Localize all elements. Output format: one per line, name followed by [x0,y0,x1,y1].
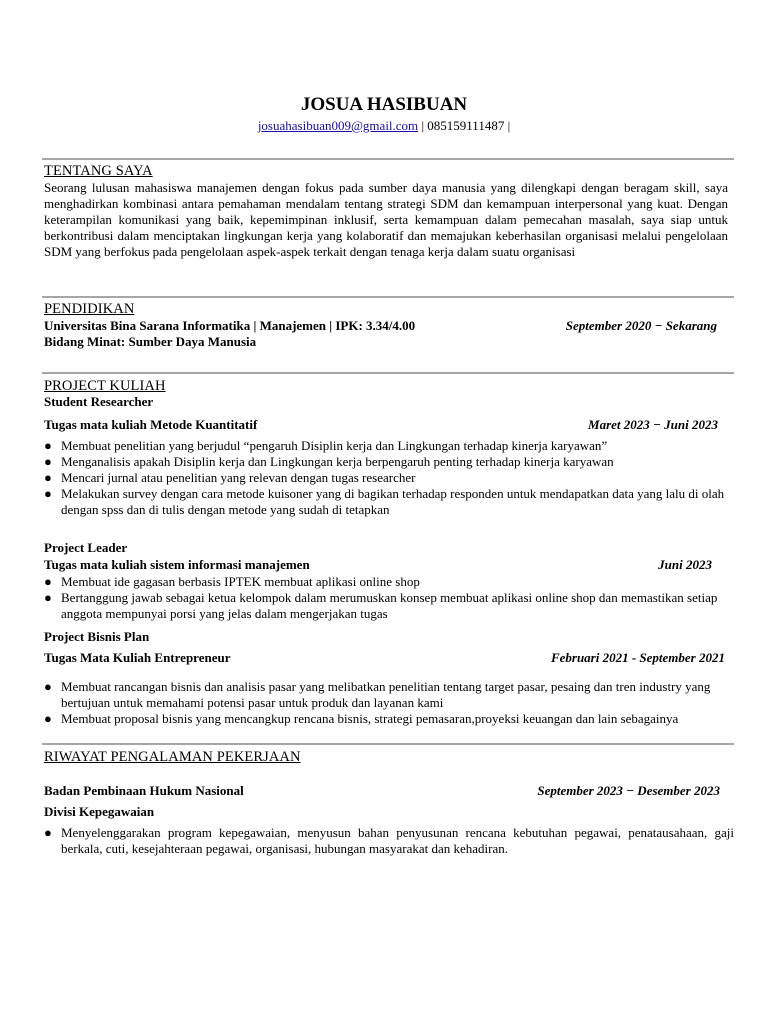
bullet-text: Bertanggung jawab sebagai ketua kelompok dalam merumuskan konsep membuat aplikasi online shop dan memastikan setiap anggota mempunyai porsi yang jelas dalam mengerjakan tugas [61,590,718,621]
project-bullet-list [44,574,728,622]
project-bullet-list [44,679,728,727]
section-divider [42,743,734,745]
project-role: Student Researcher [44,394,154,409]
phone-text: | 085159111487 | [418,118,511,133]
bullet-text: Membuat penelitian yang berjudul “pengaruh Disiplin kerja dan Lingkungan terhadap kinerja karyawan” [61,438,608,453]
section-divider [42,158,734,160]
list-item [44,438,728,454]
work-bullet-list [44,825,734,857]
bullet-icon: ● [44,825,52,840]
bullet-icon: ● [44,438,52,453]
bullet-text: Melakukan survey dengan cara metode kuisoner yang di bagikan terhadap responden untuk mendapatkan data yang lalu di olah dengan spss dan di tulis dengan metode yang sudah di tetapkan [61,486,725,517]
bullet-text: Menganalisis apakah Disiplin kerja dan Lingkungan kerja berpengaruh penting terhadap kinerja karyawan [61,454,614,469]
section-divider [42,296,734,298]
section-title-about: TENTANG SAYA [44,163,153,179]
bullet-icon: ● [44,711,52,726]
list-item [44,711,728,727]
project-course: Tugas Mata Kuliah Entrepreneur [44,650,231,665]
project-date: Februari 2021 - September 2021 [550,650,725,665]
bullet-icon: ● [44,679,52,694]
contact-line [0,118,768,134]
work-date: September 2023 − Desember 2023 [537,783,720,798]
bullet-icon: ● [44,454,52,469]
project-date: Maret 2023 − Juni 2023 [588,417,718,432]
bullet-text: Menyelenggarakan program kepegawaian, menyusun bahan penyusunan rencana kebutuhan pegawai, penatausahaan, gaji berkala, cuti, kesejahteraan pegawai, organisasi, hubungan masyarakat dan kehadiran. [61,825,734,856]
bullet-text: Membuat ide gagasan berbasis IPTEK membuat aplikasi online shop [61,574,420,589]
section-divider [42,372,734,374]
list-item [44,470,728,486]
list-item [44,486,728,518]
bullet-text: Membuat proposal bisnis yang mencangkup rencana bisnis, strategi pemasaran,proyeksi keuangan dan lain sebagainya [61,711,679,726]
project-role: Project Bisnis Plan [44,629,150,644]
project-date: Juni 2023 [658,557,712,572]
work-row [44,783,720,799]
list-item [44,825,734,857]
list-item [44,574,728,590]
section-title-projects: PROJECT KULIAH [44,378,166,394]
project-role: Project Leader [44,540,128,555]
project-bullet-list [44,438,728,518]
work-company: Badan Pembinaan Hukum Nasional [44,783,244,798]
education-minor: Bidang Minat: Sumber Daya Manusia [44,334,257,349]
section-title-education: PENDIDIKAN [44,301,135,317]
bullet-text: Mencari jurnal atau penelitian yang relevan dengan tugas researcher [61,470,416,485]
education-date: September 2020 − Sekarang [565,318,717,333]
bullet-icon: ● [44,470,52,485]
bullet-icon: ● [44,486,52,501]
about-paragraph: Seorang lulusan mahasiswa manajemen dengan fokus pada sumber daya manusia yang dilengkapi dengan beragam skill, saya menghadirkan kombinasi antara pemahaman mendalam tentang strategi SDM dan kemampuan interpersonal yang kuat. Dengan keterampilan komunikasi yang baik, kepemimpinan inklusif, serta kemampuan dalam pemecahan masalah, saya siap untuk berkontribusi dalam menciptakan lingkungan kerja yang kolaboratif dan memajukan keberhasilan organisasi melalui pengelolaan SDM yang berfokus pada pengelolaan aspek-aspek terkait dengan tenaga kerja dalam suatu organisasi [44,180,728,259]
bullet-icon: ● [44,590,52,605]
education-school: Universitas Bina Sarana Informatika | Manajemen | IPK: 3.34/4.00 [44,318,416,333]
email-link[interactable]: josuahasibuan009@gmail.com [257,118,419,133]
project-row [44,417,718,433]
list-item [44,679,728,711]
project-course: Tugas mata kuliah sistem informasi manajemen [44,557,310,572]
section-title-work: RIWAYAT PENGALAMAN PEKERJAAN [44,749,301,765]
project-course: Tugas mata kuliah Metode Kuantitatif [44,417,258,432]
bullet-text: Membuat rancangan bisnis dan analisis pasar yang melibatkan penelitian tentang target pasar, pesaing dan tren industry yang bertujuan untuk memahami potensi pasar untuk produk dan layanan kami [61,679,711,710]
work-division: Divisi Kepegawaian [44,804,155,819]
candidate-name: JOSUA HASIBUAN [300,94,468,115]
list-item [44,454,728,470]
bullet-icon: ● [44,574,52,589]
list-item [44,590,728,622]
project-row [44,557,712,573]
project-row [44,650,725,666]
education-row [44,318,717,334]
